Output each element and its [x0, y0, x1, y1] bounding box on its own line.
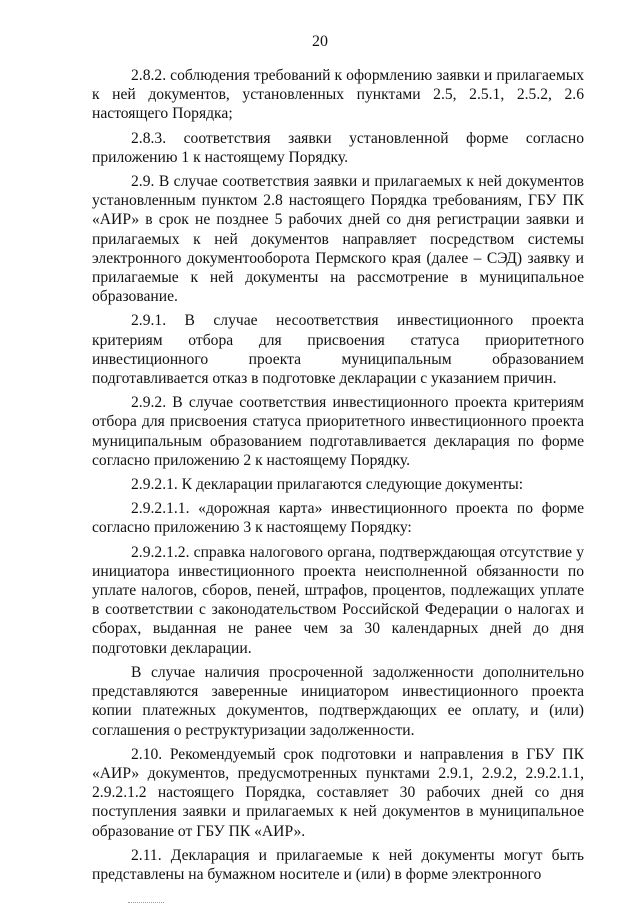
paragraph-2-8-3: 2.8.3. соответствия заявки установленной форме согласно приложению 1 к настоящему Порядку. — [92, 129, 584, 166]
paragraph-2-9-1: 2.9.1. В случае несоответствия инвестиционного проекта критериям отбора для присвоения статуса приоритетного инвестиционного проекта муниципальным образованием подготавливается отказ в подготовке декларации с указанием причин. — [92, 312, 584, 388]
paragraph-2-8-2: 2.8.2. соблюдения требований к оформлению заявки и прилагаемых к ней документов, установленных пунктами 2.5, 2.5.1, 2.5.2, 2.6 настоящего Порядка; — [92, 67, 584, 123]
document-body — [92, 66, 584, 889]
paragraph-2-9-2-1: 2.9.2.1. К декларации прилагаются следующие документы: — [131, 476, 524, 494]
paragraph-2-11: 2.11. Декларация и прилагаемые к ней документы могут быть представлены на бумажном носителе и (или) в форме электронного — [92, 846, 584, 883]
page-number: 20 — [312, 33, 328, 50]
paragraph-overdue-debt: В случае наличия просроченной задолженности дополнительно представляются заверенные инициатором инвестиционного проекта копии платежных документов, подтверждающих ее оплату, и (или) соглашения о реструктуризации задолженности. — [92, 663, 584, 739]
paragraph-2-9-2-1-2: 2.9.2.1.2. справка налогового органа, подтверждающая отсутствие у инициатора инвестиционного проекта неисполненной обязанности по уплате налогов, сборов, пеней, штрафов, процентов, подлежащих уплате в соответствии с законодательством Российской Федерации о налогах и сборах, выданная не ранее чем за 30 календарных дней до дня подготовки декларации. — [92, 543, 584, 657]
paragraph-2-9-2: 2.9.2. В случае соответствия инвестиционного проекта критериям отбора для присвоения статуса приоритетного инвестиционного проекта муниципальным образованием подготавливается декларация по форме согласно приложению 2 к настоящему Порядку. — [92, 394, 584, 469]
scan-edge-mark — [128, 902, 164, 903]
paragraph-2-9-2-1-1: 2.9.2.1.1. «дорожная карта» инвестиционного проекта по форме согласно приложению 3 к настоящему Порядку: — [92, 500, 584, 537]
paragraph-2-10: 2.10. Рекомендуемый срок подготовки и направления в ГБУ ПК «АИР» документов, предусмотренных пунктами 2.9.1, 2.9.2, 2.9.2.1.1, 2.9.2.1.2 настоящего Порядка, составляет 30 рабочих дней со дня поступления заявки и прилагаемых к ней документов в муниципальное образование от ГБУ ПК «АИР». — [92, 745, 584, 840]
paragraph-2-9: 2.9. В случае соответствия заявки и прилагаемых к ней документов установленным пунктом 2.8 настоящего Порядка требованиям, ГБУ ПК «АИР» в срок не позднее 5 рабочих дней со дня регистрации заявки и прилагаемых к ней документов направляет посредством системы электронного документооборота Пермского края (далее – СЭД) заявку и прилагаемые к ней документы на рассмотрение в муниципальное образование. — [92, 173, 584, 306]
